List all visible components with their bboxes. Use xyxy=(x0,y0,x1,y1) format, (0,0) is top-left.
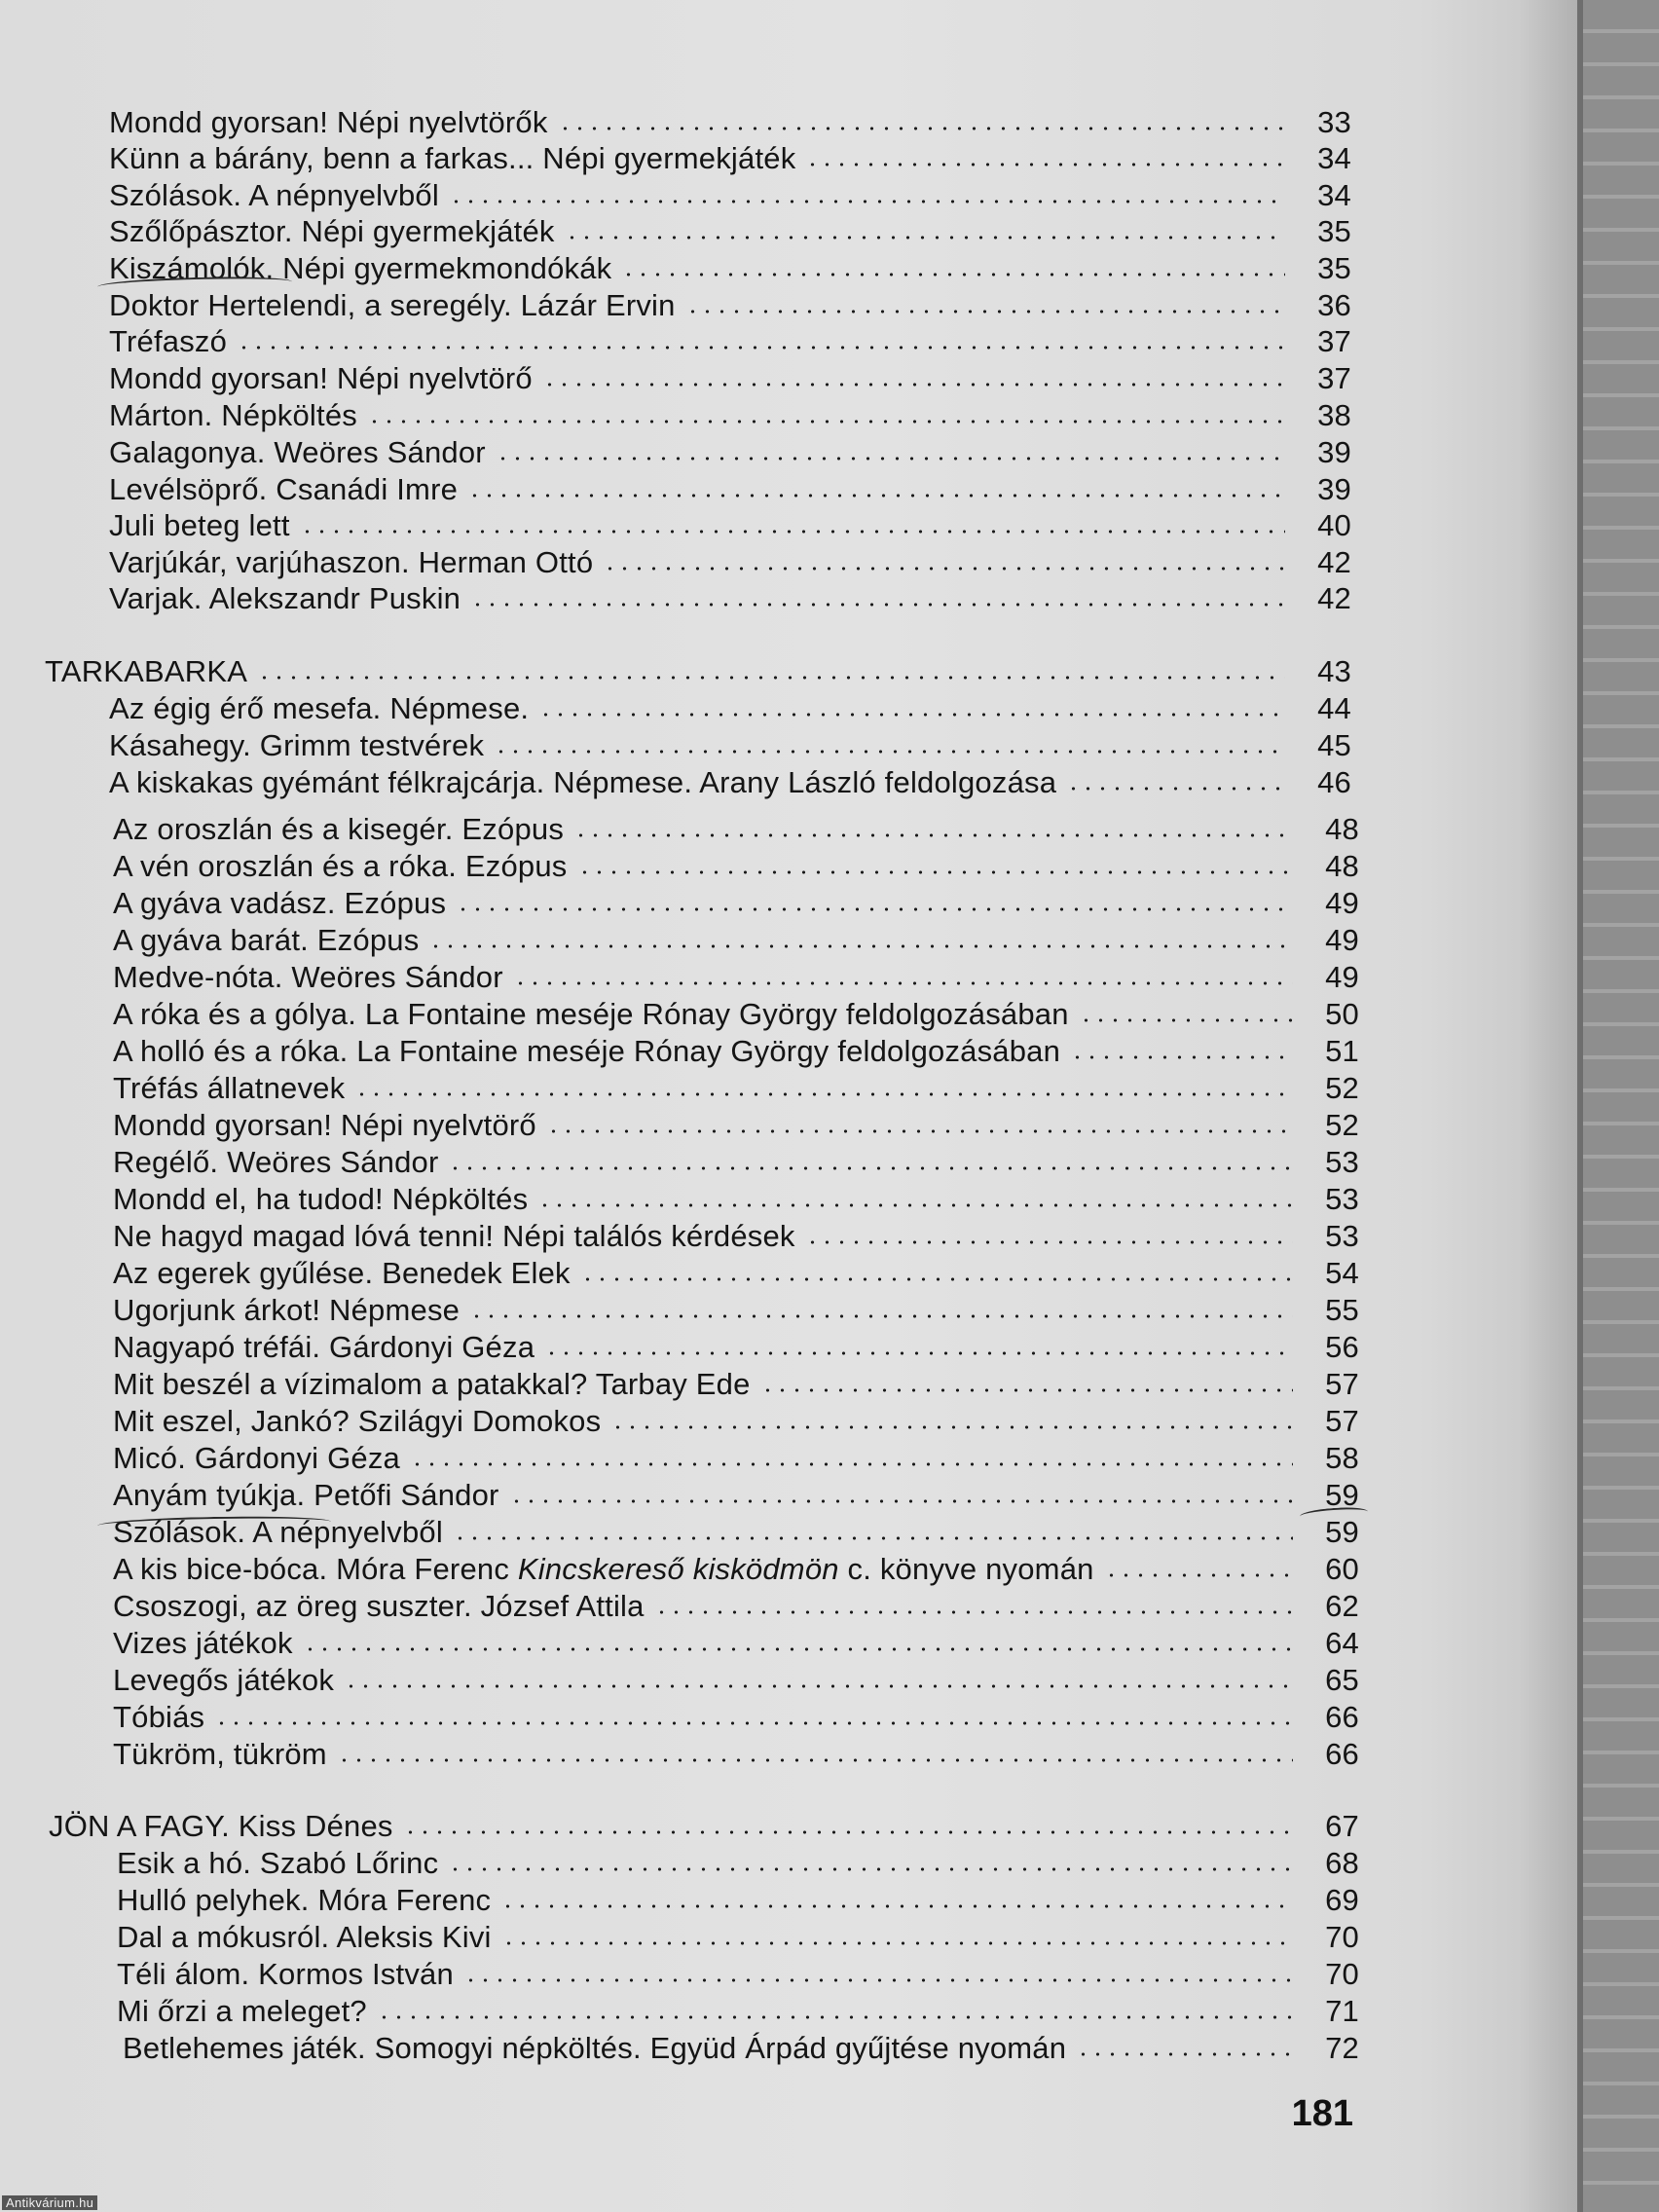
toc-entry-title: Tóbiás xyxy=(113,1700,205,1734)
toc-entry xyxy=(113,1663,1359,1700)
toc-entry xyxy=(113,886,1359,923)
dot-leader xyxy=(760,1387,1293,1393)
toc-entry-title: Levegős játékok xyxy=(113,1663,335,1697)
toc-entry-title: Hulló pelyhek. Móra Ferenc xyxy=(117,1883,492,1917)
toc-entry-page: 53 xyxy=(1325,1145,1359,1179)
dot-leader xyxy=(494,749,1285,755)
dot-leader xyxy=(805,1239,1293,1245)
toc-entry xyxy=(113,1589,1359,1626)
toc-entry-title: Ne hagyd magad lóvá tenni! Népi találós kérdések xyxy=(113,1219,795,1253)
toc-entry-page: 70 xyxy=(1325,1957,1359,1991)
page-number: 181 xyxy=(1291,2093,1353,2134)
toc-entry-page: 48 xyxy=(1325,849,1359,883)
toc-entry-title: Ugorjunk árkot! Népmese xyxy=(113,1293,461,1327)
toc-entry xyxy=(113,1256,1359,1293)
toc-entry xyxy=(109,251,1351,288)
toc-entry-title: A kiskakas gyémánt félkrajcárja. Népmese. Arany László feldolgozása xyxy=(109,765,1057,799)
toc-entry xyxy=(109,545,1351,582)
dot-leader xyxy=(463,1977,1293,1983)
dot-leader xyxy=(453,1535,1293,1541)
toc-entry-page: 57 xyxy=(1325,1404,1359,1438)
toc-entry-title: Juli beteg lett xyxy=(109,508,290,542)
dot-leader xyxy=(538,712,1285,718)
toc-entry-page: 44 xyxy=(1317,691,1351,725)
dot-leader xyxy=(573,832,1293,838)
toc-entry-page: 68 xyxy=(1325,1846,1359,1880)
toc-entry-title: Betlehemes játék. Somogyi népköltés. Együd Árpád gyűjtése nyomán xyxy=(123,2031,1067,2065)
toc-entry-page: 49 xyxy=(1325,960,1359,994)
toc-entry-title: A holló és a róka. La Fontaine meséje Rónay György feldolgozásában xyxy=(113,1034,1061,1068)
dot-leader xyxy=(448,1866,1293,1872)
toc-entry-page: 50 xyxy=(1325,997,1359,1031)
toc-entry-title: Mit beszél a vízimalom a patakkal? Tarbay Ede xyxy=(113,1367,751,1401)
dot-leader xyxy=(1066,786,1285,792)
dot-leader xyxy=(367,419,1285,424)
toc-entry xyxy=(109,141,1351,178)
toc-entry xyxy=(123,2031,1359,2068)
dot-leader xyxy=(410,1461,1293,1467)
toc-entry-page: 70 xyxy=(1325,1920,1359,1954)
toc-entry-title: TARKABARKA xyxy=(45,654,248,688)
toc-entry xyxy=(117,1994,1359,2031)
toc-entry xyxy=(113,812,1359,849)
toc-entry-page: 42 xyxy=(1317,581,1351,615)
toc-entry xyxy=(113,849,1359,886)
toc-entry-page: 51 xyxy=(1325,1034,1359,1068)
dot-leader xyxy=(1079,1017,1293,1023)
toc-entry-page: 34 xyxy=(1317,141,1351,175)
dot-leader xyxy=(685,309,1285,314)
toc-entry-page: 38 xyxy=(1317,398,1351,432)
toc-entry xyxy=(113,1404,1359,1441)
dot-leader xyxy=(448,1165,1293,1171)
toc-entry-title: Csoszogi, az öreg suszter. József Attila xyxy=(113,1589,645,1623)
dot-leader xyxy=(344,1683,1293,1689)
toc-entry-page: 49 xyxy=(1325,923,1359,957)
toc-entry-title: Márton. Népköltés xyxy=(109,398,357,432)
dot-leader xyxy=(500,1903,1293,1909)
toc-entry xyxy=(113,1145,1359,1182)
toc-entry-page: 65 xyxy=(1325,1663,1359,1697)
toc-entry-page: 46 xyxy=(1317,765,1351,799)
toc-entry xyxy=(109,472,1351,509)
toc-entry-page: 49 xyxy=(1325,886,1359,920)
toc-entry-title: Varjak. Alekszandr Puskin xyxy=(109,581,461,615)
toc-entry-title: Szőlőpásztor. Népi gyermekjáték xyxy=(109,214,555,248)
toc-entry xyxy=(109,214,1351,251)
dot-leader xyxy=(300,529,1285,535)
toc-entry-page: 53 xyxy=(1325,1182,1359,1216)
toc-entry-page: 40 xyxy=(1317,508,1351,542)
toc-entry-page: 45 xyxy=(1317,728,1351,762)
toc-entry-title: Dal a mókusról. Aleksis Kivi xyxy=(117,1920,492,1954)
toc-entry-title: A róka és a gólya. La Fontaine meséje Rónay György feldolgozásában xyxy=(113,997,1069,1031)
dot-leader xyxy=(214,1720,1293,1726)
toc-entry xyxy=(109,691,1351,728)
adjacent-paper-edge xyxy=(1577,0,1659,2212)
toc-entry xyxy=(117,1883,1359,1920)
dot-leader xyxy=(577,869,1294,875)
toc-entry-title: Az égig érő mesefa. Népmese. xyxy=(109,691,530,725)
dot-leader xyxy=(303,1646,1293,1652)
dot-leader xyxy=(470,602,1285,608)
dot-leader xyxy=(496,456,1285,461)
toc-entry-title: Tréfaszó xyxy=(109,324,228,358)
toc-entry-title: Varjúkár, varjúhaszon. Herman Ottó xyxy=(109,545,594,579)
dot-leader xyxy=(544,1350,1293,1356)
dot-leader xyxy=(537,1202,1293,1208)
toc-entry-title: A vén oroszlán és a róka. Ezópus xyxy=(113,849,568,883)
toc-entry-page: 55 xyxy=(1325,1293,1359,1327)
toc-entry xyxy=(113,1441,1359,1478)
toc-entry-title: Szólások. A népnyelvből xyxy=(109,178,439,212)
toc-entry-title: Regélő. Weöres Sándor xyxy=(113,1145,439,1179)
toc-entry-title: Tükröm, tükröm xyxy=(113,1737,327,1771)
toc-entry-title: Mondd gyorsan! Népi nyelvtörő xyxy=(113,1108,536,1142)
toc-entry-page: 42 xyxy=(1317,545,1351,579)
toc-entry xyxy=(113,1219,1359,1256)
dot-leader xyxy=(558,126,1285,131)
toc-entry-title: A gyáva vadász. Ezópus xyxy=(113,886,447,920)
toc-entry-title: A gyáva barát. Ezópus xyxy=(113,923,420,957)
toc-entry-page: 39 xyxy=(1317,435,1351,469)
toc-entry-page: 36 xyxy=(1317,288,1351,322)
dot-leader xyxy=(610,1424,1293,1430)
dot-leader xyxy=(467,493,1285,498)
toc-entry-title: Kásahegy. Grimm testvérek xyxy=(109,728,485,762)
toc-entry xyxy=(109,435,1351,472)
toc-entry xyxy=(109,105,1351,142)
dot-leader xyxy=(449,199,1285,204)
dot-leader xyxy=(354,1091,1293,1097)
toc-entry-title: Mit eszel, Jankó? Szilágyi Domokos xyxy=(113,1404,602,1438)
toc-entry-title: Micó. Gárdonyi Géza xyxy=(113,1441,400,1475)
toc-entry xyxy=(109,398,1351,435)
toc-entry-page: 66 xyxy=(1325,1700,1359,1734)
toc-entry xyxy=(109,178,1351,215)
toc-entry-title: Mi őrzi a meleget? xyxy=(117,1994,367,2028)
toc-entry xyxy=(109,581,1351,618)
toc-entry-page: 57 xyxy=(1325,1367,1359,1401)
toc-entry-title: Levélsöprő. Csanádi Imre xyxy=(109,472,459,506)
toc-entry-title: Mondd gyorsan! Népi nyelvtörő xyxy=(109,361,533,395)
toc-entry-page: 71 xyxy=(1325,1994,1359,2028)
toc-entry xyxy=(109,728,1351,765)
toc-entry-page: 33 xyxy=(1317,105,1351,139)
toc-entry xyxy=(113,960,1359,997)
toc-entry xyxy=(109,324,1351,361)
toc-entry-title: Esik a hó. Szabó Lőrinc xyxy=(117,1846,439,1880)
toc-entry-page: 43 xyxy=(1317,654,1351,688)
toc-entry xyxy=(113,997,1359,1034)
toc-entry-page: 59 xyxy=(1325,1515,1359,1549)
toc-entry xyxy=(109,288,1351,325)
toc-entry-page: 34 xyxy=(1317,178,1351,212)
toc-entry-title: JÖN A FAGY. Kiss Dénes xyxy=(49,1809,393,1843)
dot-leader xyxy=(513,980,1293,986)
dot-leader xyxy=(565,235,1285,240)
toc-entry-title: Tréfás állatnevek xyxy=(113,1071,346,1105)
toc-entry-page: 56 xyxy=(1325,1330,1359,1364)
toc-entry-page: 62 xyxy=(1325,1589,1359,1623)
toc-entry xyxy=(49,1809,1359,1846)
dot-leader xyxy=(403,1829,1293,1835)
toc-entry-page: 52 xyxy=(1325,1108,1359,1142)
toc-entry-page: 48 xyxy=(1325,812,1359,846)
toc-entry xyxy=(113,1478,1359,1515)
dot-leader xyxy=(1104,1572,1293,1578)
dot-leader xyxy=(1070,1054,1293,1060)
toc-entry-title: Doktor Hertelendi, a seregély. Lázár Ervin xyxy=(109,288,676,322)
dot-leader xyxy=(546,1128,1293,1134)
dot-leader xyxy=(257,675,1285,681)
book-title-italic: Kincskereső kisködmön xyxy=(517,1552,839,1586)
toc-entry-page: 35 xyxy=(1317,251,1351,285)
toc-entry xyxy=(117,1920,1359,1957)
toc-entry xyxy=(113,1071,1359,1108)
dot-leader xyxy=(542,382,1285,387)
toc-entry xyxy=(117,1957,1359,1994)
toc-entry xyxy=(113,1552,1359,1589)
dot-leader xyxy=(805,162,1285,167)
dot-leader xyxy=(428,943,1293,949)
toc-entry xyxy=(109,765,1351,802)
toc-entry-page: 52 xyxy=(1325,1071,1359,1105)
dot-leader xyxy=(377,2014,1293,2020)
toc-entry-title: Mondd el, ha tudod! Népköltés xyxy=(113,1182,529,1216)
toc-entry xyxy=(113,1367,1359,1404)
toc-entry xyxy=(109,508,1351,545)
toc-entry-page: 59 xyxy=(1325,1478,1359,1512)
toc-entry-page: 35 xyxy=(1317,214,1351,248)
toc-entry xyxy=(113,1330,1359,1367)
toc-entry-page: 53 xyxy=(1325,1219,1359,1253)
toc-entry-page: 37 xyxy=(1317,361,1351,395)
toc-entry-page: 54 xyxy=(1325,1256,1359,1290)
toc-entry-title: Künn a bárány, benn a farkas... Népi gyermekjáték xyxy=(109,141,796,175)
dot-leader xyxy=(337,1757,1293,1763)
toc-entry-title: Anyám tyúkja. Petőfi Sándor xyxy=(113,1478,499,1512)
toc-entry-title: Kiszámolók. Népi gyermekmondókák xyxy=(109,251,612,285)
toc-entry-title: A kis bice-bóca. Móra Ferenc Kincskereső kisködmön c. könyve nyomán xyxy=(113,1552,1094,1586)
dot-leader xyxy=(621,272,1285,277)
dot-leader xyxy=(654,1609,1293,1615)
toc-entry xyxy=(113,1293,1359,1330)
toc-entry xyxy=(113,1700,1359,1737)
toc-entry xyxy=(117,1846,1359,1883)
dot-leader xyxy=(580,1276,1293,1282)
toc-entry-title: Szólások. A népnyelvből xyxy=(113,1515,443,1549)
toc-entry-title: Mondd gyorsan! Népi nyelvtörők xyxy=(109,105,548,139)
toc-entry-page: 39 xyxy=(1317,472,1351,506)
toc-entry-page: 66 xyxy=(1325,1737,1359,1771)
toc-entry xyxy=(113,1626,1359,1663)
toc-entry-page: 69 xyxy=(1325,1883,1359,1917)
toc-entry-page: 60 xyxy=(1325,1552,1359,1586)
toc-entry xyxy=(113,1034,1359,1071)
toc-entry-title: Medve-nóta. Weöres Sándor xyxy=(113,960,503,994)
toc-entry-page: 58 xyxy=(1325,1441,1359,1475)
dot-leader xyxy=(603,566,1285,571)
dot-leader xyxy=(469,1313,1293,1319)
dot-leader xyxy=(501,1940,1293,1946)
toc-entry xyxy=(45,654,1351,691)
toc-entry xyxy=(109,361,1351,398)
toc-entry-page: 64 xyxy=(1325,1626,1359,1660)
toc-entry-page: 67 xyxy=(1325,1809,1359,1843)
toc-entry-title: Nagyapó tréfái. Gárdonyi Géza xyxy=(113,1330,535,1364)
toc-entry-title: Galagonya. Weöres Sándor xyxy=(109,435,486,469)
dot-leader xyxy=(509,1498,1293,1504)
toc-entry-page: 37 xyxy=(1317,324,1351,358)
toc-entry xyxy=(113,1737,1359,1774)
toc-entry-title: Téli álom. Kormos István xyxy=(117,1957,454,1991)
toc-entry xyxy=(113,923,1359,960)
toc-entry-title: Az egerek gyűlése. Benedek Elek xyxy=(113,1256,571,1290)
dot-leader xyxy=(237,345,1285,350)
toc-entry xyxy=(113,1108,1359,1145)
toc-entry xyxy=(113,1182,1359,1219)
toc-entry-title: Vizes játékok xyxy=(113,1626,293,1660)
watermark: Antikvárium.hu xyxy=(2,2195,97,2210)
toc-entry-title: Az oroszlán és a kisegér. Ezópus xyxy=(113,812,565,846)
dot-leader xyxy=(1076,2051,1293,2057)
dot-leader xyxy=(456,906,1293,912)
toc-entry-page: 72 xyxy=(1325,2031,1359,2065)
